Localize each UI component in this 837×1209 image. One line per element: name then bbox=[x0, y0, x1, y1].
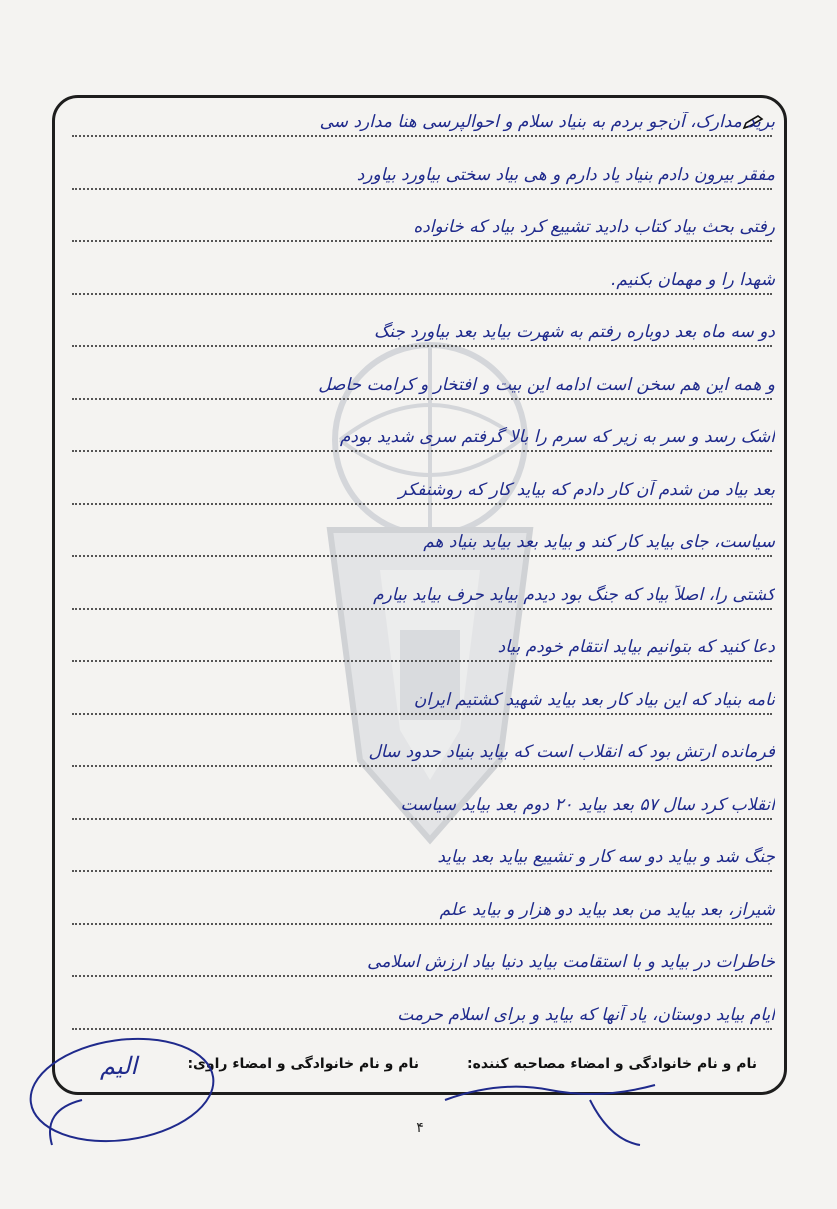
handwritten-line: دعا کنید که بتوانیم بیاید انتقام خودم بیاد bbox=[497, 637, 775, 657]
handwritten-line: مفقر بیرون دادم بنیاد یاد دارم و هی بیاد سختی بیاورد بیاورد bbox=[356, 164, 775, 185]
ruled-line bbox=[72, 923, 772, 925]
narrator-signature: ﺍﻟﻴﻢ bbox=[100, 1052, 138, 1080]
handwritten-line: سیاست، جای بیاید کار کند و بیاید بعد بیاید بنیاد هم bbox=[423, 532, 775, 552]
ruled-line bbox=[72, 555, 772, 557]
handwritten-line: دو سه ماه بعد دوباره رفتم به شهرت بیاید بعد بیاورد جنگ bbox=[374, 322, 775, 342]
handwritten-line: اشک رسد و سر به زیر که سرم را بالا گرفتم سری شدید بودم bbox=[339, 427, 775, 447]
ruled-line bbox=[72, 975, 772, 977]
ruled-line bbox=[72, 188, 772, 190]
handwritten-line: شیراز، بعد بیاید من بعد بیاید دو هزار و بیاید علم bbox=[439, 899, 775, 920]
ruled-line bbox=[72, 240, 772, 242]
ruled-line bbox=[72, 713, 772, 715]
handwritten-line: شهدا را و مهمان بکنیم. bbox=[610, 269, 775, 290]
ruled-line bbox=[72, 818, 772, 820]
ruled-line bbox=[72, 660, 772, 662]
ruled-line bbox=[72, 135, 772, 137]
ruled-line bbox=[72, 870, 772, 872]
handwritten-line: جنگ شد و بیاید دو سه کار و تشییع بیاید بعد بیاید bbox=[437, 847, 775, 867]
handwritten-line: کشتی را، اصلاً بیاد که جنگ بود دیدم بیاید حرف بیاید بیارم bbox=[373, 584, 775, 605]
ruled-line bbox=[72, 398, 772, 400]
ruled-line bbox=[72, 503, 772, 505]
handwritten-line: نامه بنیاد که این بیاد کار بعد بیاید شهید کشتیم ایران bbox=[413, 689, 775, 710]
signature-stamp-icon bbox=[22, 1030, 222, 1160]
ruled-line bbox=[72, 345, 772, 347]
narrator-signature-label: نام و نام خانوادگی و امضاء راوی: bbox=[187, 1056, 419, 1072]
handwritten-line: ایام بیاید دوستان، یاد آنها که بیاید و برای اسلام حرمت bbox=[397, 1004, 775, 1025]
handwritten-line: بعد بیاد من شدم آن کار دادم که بیاید کار که روشنفکر bbox=[398, 479, 775, 500]
interviewer-signature bbox=[440, 1060, 660, 1160]
interviewer-signature-label: نام و نام خانوادگی و امضاء مصاحبه کننده: bbox=[467, 1056, 757, 1072]
handwritten-line: برید مدارک، آن‌جو بردم به بنیاد سلام و احوالپرسی هنا مدارد سی bbox=[319, 112, 775, 132]
ruled-line bbox=[72, 608, 772, 610]
handwritten-line: و همه این هم سخن است ادامه این بیت و افتخار و کرامت حاصل bbox=[318, 374, 775, 395]
handwritten-line: خاطرات در بیاید و با استقامت بیاید دنیا بیاد ارزش اسلامی bbox=[367, 952, 775, 972]
handwritten-line: انقلاب کرد سال ۵۷ بعد بیاید ۲۰ دوم بعد بیاید سیاست bbox=[400, 794, 775, 815]
page-number: ۴ bbox=[416, 1120, 424, 1136]
handwritten-line: رفتی بحث بیاد کتاب دادید تشییع کرد بیاد که خانواده bbox=[413, 217, 775, 237]
ruled-line bbox=[72, 765, 772, 767]
ruled-line bbox=[72, 450, 772, 452]
handwritten-line: فرمانده ارتش بود که انقلاب است که بیاید بنیاد حدود سال bbox=[368, 742, 775, 762]
ruled-line bbox=[72, 293, 772, 295]
